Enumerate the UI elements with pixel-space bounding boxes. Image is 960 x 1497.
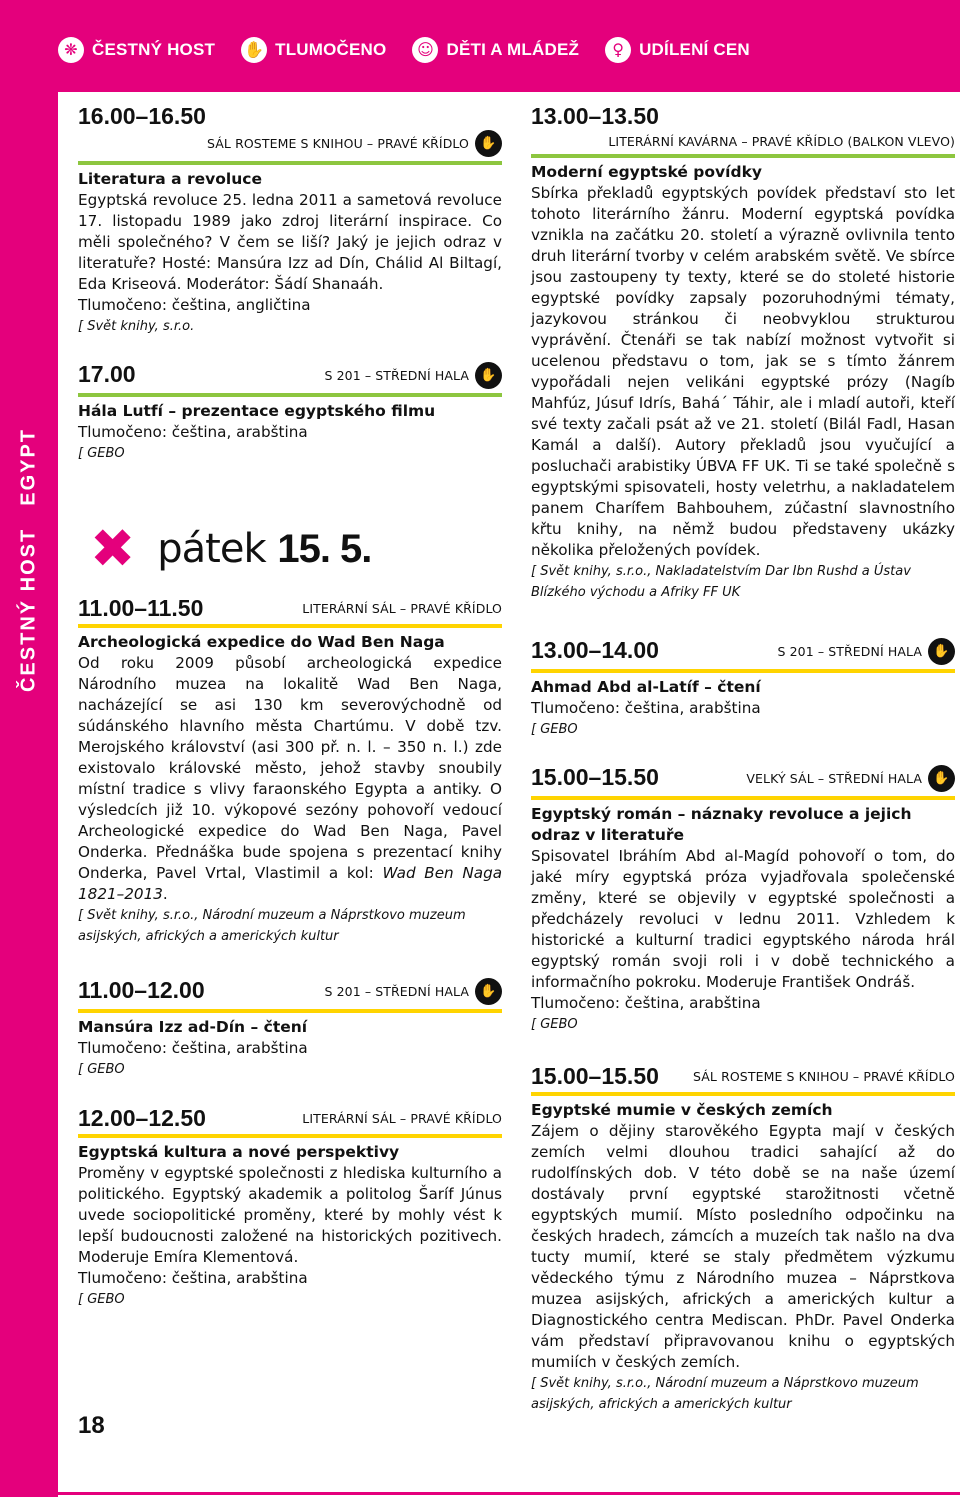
- event-source: [ Svět knihy, s.r.o.: [78, 319, 195, 334]
- honored-guest-icon: ❋: [58, 37, 84, 63]
- top-bar: [0, 0, 960, 92]
- interpreted-icon: ✋: [475, 978, 502, 1005]
- event-title: Egyptská kultura a nové perspektivy: [78, 1143, 400, 1161]
- interpreted-icon: ✋: [241, 37, 267, 63]
- event-venue: SÁL ROSTEME S KNIHOU – PRAVÉ KŘÍDLO: [207, 135, 469, 151]
- sidebar-label-b: EGYPT: [17, 427, 40, 506]
- event-interpretation: Tlumočeno: čeština, arabština: [78, 423, 308, 441]
- event-time: 13.00–13.50: [531, 103, 659, 129]
- interpreted-icon: ✋: [928, 765, 955, 792]
- event-time: 12.00–12.50: [78, 1105, 206, 1131]
- event-interpretation: Tlumočeno: čeština, arabština: [78, 1039, 308, 1057]
- event-venue: SÁL ROSTEME S KNIHOU – PRAVÉ KŘÍDLO: [693, 1069, 955, 1084]
- interpreted-icon: ✋: [475, 362, 502, 389]
- event-title: Archeologická expedice do Wad Ben Naga: [78, 633, 445, 651]
- book-title: Wad Ben Naga 1821–2013: [78, 864, 503, 903]
- event-literatura: [78, 104, 502, 337]
- event-description: Egyptská revoluce 25. ledna 2011 a sametová revoluce 17. listopadu 1989 jako zdroj literární inspirace. Co měli společného? V čem se liší? Jaký je jejich odraz v literatuře? Hosté: Mansúra Izz ad Dín, Chálid Al Biltagí, Eda Kriseová. Moderátor: Šádí Shanaáh.: [78, 191, 502, 293]
- page-number: 18: [78, 1412, 105, 1439]
- sidebar: [0, 92, 58, 1497]
- event-venue: LITERÁRNÍ SÁL – PRAVÉ KŘÍDLO: [302, 1111, 502, 1126]
- sidebar-label: [18, 428, 41, 692]
- event-interpretation: Tlumočeno: čeština, angličtina: [78, 296, 311, 314]
- event-roman: [531, 765, 955, 1035]
- day-date: 15. 5.: [277, 527, 372, 571]
- event-mumie: [531, 1064, 955, 1415]
- divider: [78, 624, 502, 628]
- event-description-text: Od roku 2009 působí archeologická expedice Národního muzea na lokalitě Wad Ben Naga, nacházející se asi 130 km severovýchodně od súdánského hlavního města Chartúmu. V době tzv. Merojského království (asi 300 př. n. l. – 350 n. l.) zde existovalo královské město, jehož stavby snoubily místní tradice s vlivy faraonského Egypta a antiky. O výsledcích již 10. výkopové sezóny pohovoří vedoucí Archeologické expedice do Wad Ben Naga, Pavel Onderka. Přednáška bude spojena s prezentací knihy Onderka, Pavel Vrtal, Vlastimil a kol:: [78, 654, 502, 882]
- event-source: [ GEBO: [78, 1062, 125, 1077]
- legend-item-honored-guest: [58, 37, 215, 63]
- event-venue: VELKÝ SÁL – STŘEDNÍ HALA: [746, 770, 922, 786]
- bottom-rule: [58, 1492, 960, 1495]
- legend-label: TLUMOČENO: [275, 40, 387, 59]
- event-title: Egyptské mumie v českých zemích: [531, 1101, 833, 1119]
- legend-label: UDÍLENÍ CEN: [639, 40, 750, 59]
- interpreted-icon: ✋: [475, 130, 502, 157]
- legend-label: DĚTI A MLÁDEŽ: [446, 40, 580, 59]
- event-source: [ GEBO: [531, 722, 578, 737]
- event-time: 11.00–11.50: [78, 595, 204, 621]
- event-hala-lutfi: [78, 362, 502, 464]
- cross-icon: ✖: [90, 517, 136, 580]
- event-venue: LITERÁRNÍ SÁL – PRAVÉ KŘÍDLO: [302, 601, 502, 616]
- divider: [78, 393, 502, 397]
- event-source: [ GEBO: [78, 1292, 125, 1307]
- legend-item-children: [412, 37, 579, 63]
- event-archeologie: [78, 596, 502, 947]
- event-description: Od roku 2009 působí archeologická expedice Národního muzea na lokalitě Wad Ben Naga, nacházející se asi 130 km severovýchodně od súdánského hlavního města Chartúmu. V době tzv. Merojského království (asi 300 př. n. l. – 350 n. l.) zde existovalo královské město, jehož stavby snoubily místní tradice s vlivy faraonského Egypta a antiky. O výsledcích již 10. výkopové sezóny pohovoří vedoucí Archeologické expedice do Wad Ben Naga, Pavel Onderka. Přednáška bude spojena s prezentací knihy Onderka, Pavel Vrtal, Vlastimil a kol: Wad Ben Naga 1821–2013.: [78, 654, 503, 903]
- event-title: Literatura a revoluce: [78, 170, 262, 188]
- event-description: Proměny v egyptské společnosti z hlediska kulturního a politického. Egyptský akademik a politolog Šaríf Júnus uvede sociopolitické proměny, které by mohly vést k lepší budoucnosti založené na historických pozitivech. Moderuje Emíra Klementová.: [78, 1164, 502, 1266]
- event-interpretation: Tlumočeno: čeština, arabština: [531, 994, 761, 1012]
- children-icon: ☺: [412, 37, 438, 63]
- event-description: Zájem o dějiny starověkého Egypta mají v českých zemích velmi dlouhou tradici sahající až do rudolfínských dob. V této době se na naše území dostávaly první egyptské starožitnosti včetně egyptských mumií. Místo posledního odpočinku na českých hradech, zámcích a muzeích tak našlo na dva tucty mumií, které se staly předmětem výzkumu vědeckého týmu z Národního muzea – Náprstkova muzea asijských, afrických a amerických kultur a Diagnostického centra Mediscan. PhDr. Pavel Onderka vám představí připravovanou knihu o egyptských mumiích v českých zemích.: [531, 1122, 955, 1371]
- event-mansura: [78, 978, 502, 1080]
- event-source: [ Svět knihy, s.r.o., Nakladatelstvím Dar Ibn Rushd a Ústav Blízkého východu a Afriky FF UK: [531, 564, 911, 600]
- event-title: Mansúra Izz ad-Dín – čtení: [78, 1018, 308, 1036]
- event-ahmad: [531, 638, 955, 740]
- event-source: [ Svět knihy, s.r.o., Národní muzeum a Náprstkovo muzeum asijských, afrických a amerických kultur: [531, 1376, 919, 1412]
- divider: [531, 154, 955, 158]
- event-venue: S 201 – STŘEDNÍ HALA: [324, 367, 469, 383]
- divider: [531, 796, 955, 800]
- day-heading: [90, 517, 372, 580]
- event-time: 15.00–15.50: [531, 764, 659, 790]
- event-time: 13.00–14.00: [531, 637, 659, 663]
- event-interpretation: Tlumočeno: čeština, arabština: [78, 1269, 308, 1287]
- awards-icon: ♀: [605, 37, 631, 63]
- event-venue: LITERÁRNÍ KAVÁRNA – PRAVÉ KŘÍDLO (BALKON VLEVO): [608, 134, 955, 149]
- divider: [531, 1092, 955, 1096]
- event-time: 17.00: [78, 361, 136, 387]
- event-povidky: [531, 104, 955, 603]
- event-source: [ GEBO: [531, 1017, 578, 1032]
- event-title: Hála Lutfí – prezentace egyptského filmu: [78, 402, 436, 420]
- legend-item-interpreted: [241, 37, 386, 63]
- event-source: [ Svět knihy, s.r.o., Národní muzeum a Náprstkovo muzeum asijských, afrických a amerických kultur: [78, 908, 466, 944]
- event-source: [ GEBO: [78, 446, 125, 461]
- event-interpretation: Tlumočeno: čeština, arabština: [531, 699, 761, 717]
- sidebar-label-a: ČESTNÝ HOST: [17, 527, 40, 693]
- divider: [78, 1009, 502, 1013]
- event-venue: S 201 – STŘEDNÍ HALA: [324, 983, 469, 999]
- legend-label: ČESTNÝ HOST: [92, 40, 216, 59]
- interpreted-icon: ✋: [928, 638, 955, 665]
- event-time: 16.00–16.50: [78, 103, 206, 129]
- day-name: pátek: [157, 526, 266, 572]
- event-time: 15.00–15.50: [531, 1063, 659, 1089]
- event-description: Spisovatel Ibráhím Abd al-Magíd pohovoří o tom, do jaké míry egyptská próza vyjadřovala společenské změny, které se objevily v egyptské společnosti a předcházely revoluci v lednu 2011. Vzhledem k historické a kulturní tradici egyptského národa hrál egyptský román svoji roli i v době technického a informačního pokroku. Moderuje František Ondráš.: [531, 847, 955, 991]
- event-description: Sbírka překladů egyptských povídek představí sto let tohoto literárního žánru. Moderní egyptská povídka vznikla na začátku 20. století a výrazně ovlivnila tento druh literární tvorby v celém arabském světě. Ve sbírce jsou zastoupeny ty texty, které se do stoleté historie egyptské povídky zapsaly pozoruhodnými tématy, jazykovou stránkou či neobvyklou strukturou vyprávění. Čtenáři se tak nabízí možnost vytvořit si ucelenou představu o tom, jak se s tímto žánrem vypořádali nejen velikáni egyptské prózy (Nagíb Mahfúz, Júsuf Idrís, Bahá´ Táhir, ale i mladí autoři, kteří své texty začali psát až ve 21. století (Bilál Fadl, Hasan Kamál a další). Autory překladů jsou vyučující a posluchači arabistiky ÚBVA FF UK. Ti se také společně s egyptskými spisovateli, hosty veletrhu, a nakladatelem panem Charífem Bahbouhem, zúčastní slavnostního křtu knihy, na němž budou představeny ukázky několika přeložených povídek.: [531, 184, 955, 559]
- event-time: 11.00–12.00: [78, 977, 205, 1003]
- event-title: Egyptský román – náznaky revoluce a jejich odraz v literatuře: [531, 805, 912, 844]
- legend-item-awards: [605, 37, 750, 63]
- event-title: Ahmad Abd al-Latíf – čtení: [531, 678, 761, 696]
- event-kultura: [78, 1106, 502, 1310]
- event-venue: S 201 – STŘEDNÍ HALA: [777, 643, 922, 659]
- event-title: Moderní egyptské povídky: [531, 163, 762, 181]
- divider: [531, 669, 955, 673]
- divider: [78, 161, 502, 165]
- top-legend: [58, 37, 776, 63]
- divider: [78, 1134, 502, 1138]
